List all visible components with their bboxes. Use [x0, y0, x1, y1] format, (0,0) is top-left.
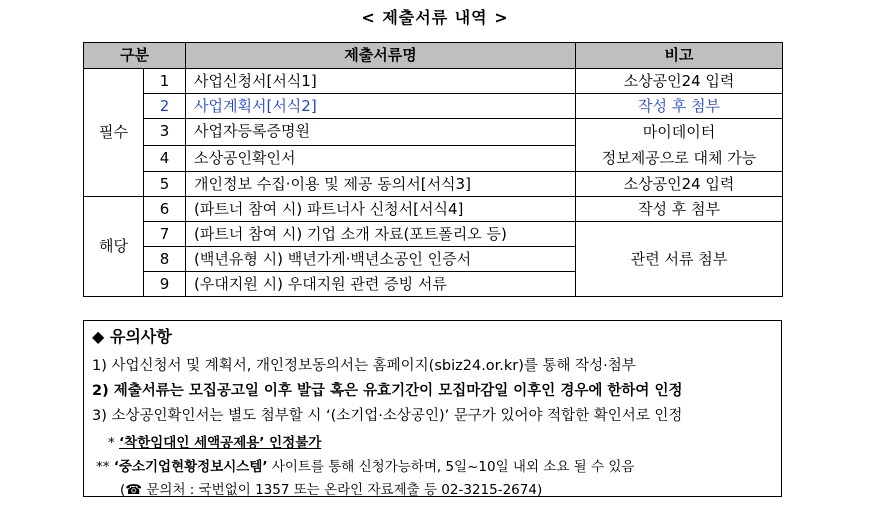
- document-name: 사업자등록증명원: [186, 119, 576, 146]
- header-note: 비고: [576, 43, 783, 69]
- row-number: 8: [144, 247, 186, 272]
- notice-footnote: [96, 455, 634, 475]
- row-number: 1: [144, 69, 186, 94]
- footnote-mark: **: [96, 459, 114, 475]
- document-note: 작성 후 첨부: [576, 94, 783, 119]
- document-note-mydata: [576, 119, 783, 172]
- row-number: 7: [144, 222, 186, 247]
- row-number: 9: [144, 272, 186, 297]
- documents-table: [83, 42, 783, 297]
- document-name: (파트너 참여 시) 기업 소개 자료(포트폴리오 등): [186, 222, 576, 247]
- document-name: (백년유형 시) 백년가게·백년소공인 인증서: [186, 247, 576, 272]
- footnote-system-name: ‘중소기업현황정보시스템’: [113, 459, 268, 475]
- note-line: 마이데이터: [642, 123, 716, 141]
- document-name: 사업계획서[서식2]: [186, 94, 576, 119]
- note-line: 정보제공으로 대체 가능: [601, 149, 757, 167]
- row-number: 6: [144, 197, 186, 222]
- document-note: 관련 서류 첨부: [576, 222, 783, 297]
- row-number: 2: [144, 94, 186, 119]
- document-note: 소상공인24 입력: [576, 69, 783, 94]
- document-name: 사업신청서[서식1]: [186, 69, 576, 94]
- table-header-row: [84, 43, 783, 69]
- document-note: 작성 후 첨부: [576, 197, 783, 222]
- row-number: 4: [144, 145, 186, 172]
- table-row: [84, 69, 783, 94]
- document-note: 소상공인24 입력: [576, 172, 783, 197]
- footnote-text: 사이트를 통해 신청가능하며, 5일~10일 내외 소요 될 수 있음: [267, 459, 635, 475]
- document-name: 소상공인확인서: [186, 145, 576, 172]
- row-number: 3: [144, 119, 186, 146]
- notice-item: 3) 소상공인확인서는 별도 첨부할 시 ‘(소기업·소상공인)’ 문구가 있어야 적합한 확인서로 인정: [92, 408, 683, 424]
- page-title: < 제출서류 내역 >: [361, 8, 509, 27]
- row-number: 5: [144, 172, 186, 197]
- notice-box: [83, 320, 782, 497]
- table-row: [84, 119, 783, 146]
- document-name: (우대지원 시) 우대지원 관련 증빙 서류: [186, 272, 576, 297]
- footnote-text: ‘착한임대인 세액공제용’ 인정불가: [119, 435, 322, 451]
- notice-heading: ◆ 유의사항: [92, 327, 172, 346]
- notice-footnote: [108, 431, 321, 451]
- header-document-name: 제출서류명: [186, 43, 576, 69]
- document-name: (파트너 참여 시) 파트너사 신청서[서식4]: [186, 197, 576, 222]
- category-applicable: 해당: [84, 197, 144, 297]
- footnote-mark: *: [108, 435, 120, 451]
- document-name: 개인정보 수집·이용 및 제공 동의서[서식3]: [186, 172, 576, 197]
- table-row: [84, 94, 783, 119]
- table-row: [84, 222, 783, 247]
- table-row: [84, 197, 783, 222]
- table-row: [84, 172, 783, 197]
- contact-info: (☎ 문의처 : 국번없이 1357 또는 온라인 자료제출 등 02-3215-2674): [120, 482, 543, 498]
- notice-item: 2) 제출서류는 모집공고일 이후 발급 혹은 유효기간이 모집마감일 이후인 경우에 한하여 인정: [92, 383, 683, 399]
- category-required: 필수: [84, 69, 144, 197]
- notice-item: 1) 사업신청서 및 계획서, 개인정보동의서는 홈페이지(sbiz24.or.kr)를 통해 작성·첨부: [92, 358, 636, 374]
- header-category: 구분: [84, 43, 186, 69]
